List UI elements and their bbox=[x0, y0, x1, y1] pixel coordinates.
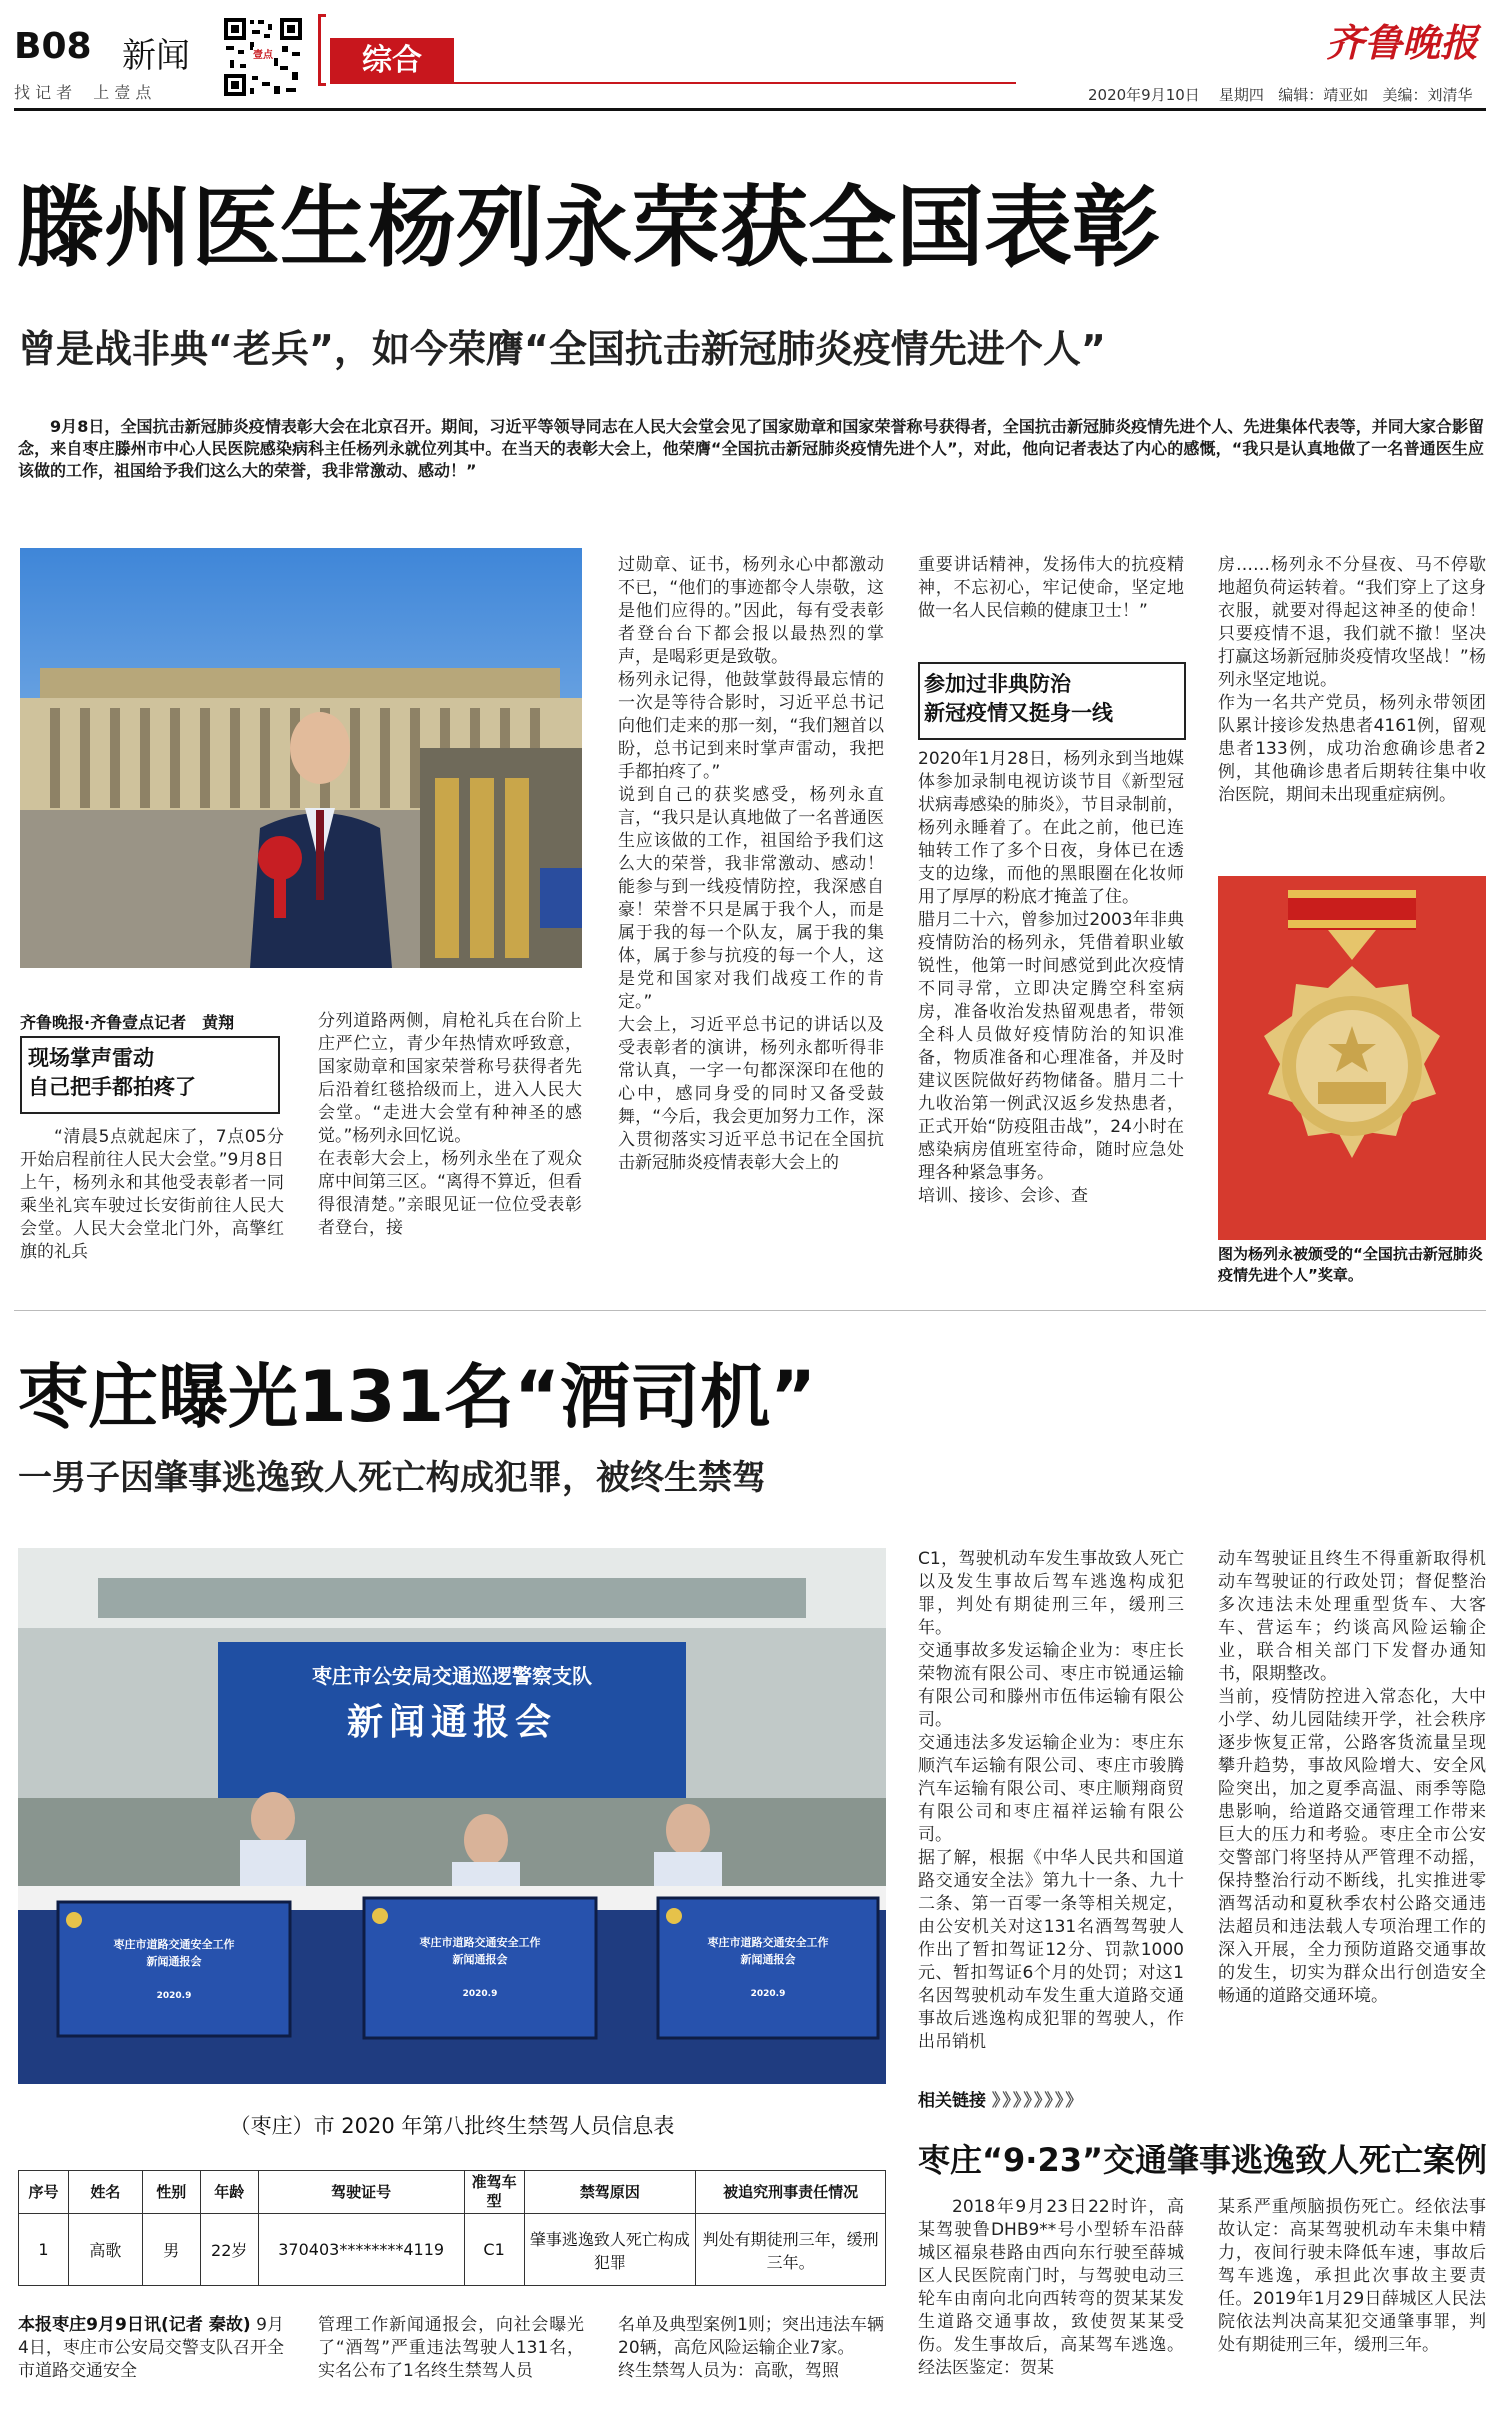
story1-subheadline: 曾是战非典“老兵”，如今荣膺“全国抗击新冠肺炎疫情先进个人” bbox=[18, 327, 1106, 371]
story2-dateline: 本报枣庄9月9日讯(记者 秦故) bbox=[18, 2315, 251, 2335]
th-criminal-liability: 被追究刑事责任情况 bbox=[696, 2171, 886, 2214]
issue-date: 2020年9月10日 bbox=[1088, 86, 1200, 104]
story2-subheadline: 一男子因肇事逃逸致人死亡构成犯罪，被终生禁驾 bbox=[18, 1458, 766, 1498]
case-title: 枣庄“9·23”交通肇事逃逸致人死亡案例 bbox=[918, 2141, 1488, 2179]
cell-vehicle-class: C1 bbox=[464, 2214, 524, 2286]
story2-headline: 枣庄曝光131名“酒司机” bbox=[18, 1356, 817, 1438]
story1-headline: 滕州医生杨列永荣获全国表彰 bbox=[16, 176, 1161, 279]
banner-line2: 新闻通报会 bbox=[346, 1702, 557, 1743]
cell-age: 22岁 bbox=[200, 2214, 258, 2286]
screen-3 bbox=[658, 1934, 878, 2003]
screen-3-text2: 新闻通报会 bbox=[740, 1953, 796, 1966]
masthead-line bbox=[454, 82, 1016, 84]
section-divider bbox=[14, 1310, 1486, 1311]
story2-col-c: 名单及典型案例1则；突出违法车辆20辆，高危风险运输企业7家。 终生禁驾人员为：高歌，驾照 bbox=[618, 2315, 884, 2381]
screen-1-text2: 新闻通报会 bbox=[146, 1955, 202, 1968]
th-gender: 性别 bbox=[142, 2171, 200, 2214]
th-license: 驾驶证号 bbox=[258, 2171, 464, 2214]
ban-table bbox=[18, 2170, 886, 2286]
screen-3-date: 2020.9 bbox=[750, 1989, 786, 1999]
story1-col4a: 重要讲话精神，发扬伟大的抗疫精神，不忘初心，牢记使命，坚定地做一名人民信赖的健康卫士！” bbox=[918, 555, 1184, 621]
related-link bbox=[918, 2086, 1084, 2111]
press-conference-photo bbox=[18, 1548, 886, 2084]
page-code: B08 bbox=[14, 26, 92, 67]
th-vehicle-class: 准驾车型 bbox=[464, 2171, 524, 2214]
story1-sub2-box: 参加过非典防治 新冠疫情又挺身一线 bbox=[918, 662, 1186, 740]
cell-criminal-liability: 判处有期徒刑三年，缓刑三年。 bbox=[696, 2214, 886, 2286]
story1-col3: 过勋章、证书，杨列永心中都激动不已，“他们的事迹都令人崇敬，这是他们应得的。”因此，每有受表彰者登台台下都会报以最热烈的掌声，是喝彩更是致敬。 杨列永记得，他鼓掌鼓得最忘情的一次是等待合影时，习近平总书记向他们走来的那一刻，“我们翘首以盼，总书记到来时掌声雷动，我把手都拍疼了。” 说到自己的获奖感受，杨列永直言，“我只是认真地做了一名普通医生应该做的工作，祖国给予我们这么大的荣誉，我非常激动、感动！能参与到一线疫情防控，我深感自豪！荣誉不只是属于我个人，而是属于我的每一个队友，属于我的集体，属于参与抗疫的每一个人，这是党和国家对我们战疫工作的肯定。” 大会上，习近平总书记的讲话以及受表彰者的演讲，杨列永都听得非常认真，一字一句都深深印在他的心中，感同身受的同时又备受鼓舞，“今后，我会更加努力工作，深入贯彻落实习近平总书记在全国抗击新冠肺炎疫情表彰大会上的 bbox=[618, 555, 884, 1173]
story2-col-b: 管理工作新闻通报会，向社会曝光了“酒驾”严重违法驾驶人131名，实名公布了1名终生禁驾人员 bbox=[318, 2315, 584, 2381]
masthead bbox=[0, 0, 1500, 120]
cell-index: 1 bbox=[19, 2214, 69, 2286]
qr-code-icon bbox=[222, 16, 304, 98]
cell-gender: 男 bbox=[142, 2214, 200, 2286]
screen-2 bbox=[364, 1934, 596, 2003]
section-name: 新闻 bbox=[122, 36, 190, 76]
column-tab-bracket bbox=[318, 14, 326, 86]
banner-line1: 枣庄市公安局交通巡逻警察支队 bbox=[312, 1664, 592, 1688]
issue-info bbox=[1088, 84, 1473, 105]
table-row bbox=[19, 2214, 886, 2286]
story1-col4b: 2020年1月28日，杨列永到当地媒体参加录制电视访谈节目《新型冠状病毒感染的肺炎》，节目录制前，杨列永睡着了。在此之前，他已连轴转工作了多个日夜，身体已在透支的边缘，而他的黑眼圈在化妆师用了厚厚的粉底才掩盖了住。 腊月二十六，曾参加过2003年非典疫情防治的杨列永，凭借着职业敏锐性，他第一时间感觉到此次疫情不同寻常，立即决定腾空科室病房，准备收治发热留观患者，带领全科人员做好疫情防治的知识准备，物质准备和心理准备，并及时建议医院做好药物储备。腊月二十九收治第一例武汉返乡发热患者，正式开始“防疫阻击战”，24小时在感染病房值班室待命，随时应急处理各种紧急事务。 培训、接诊、会诊、查 bbox=[918, 749, 1184, 1206]
screen-2-date: 2020.9 bbox=[462, 1989, 498, 1999]
related-link-label: 相关链接 bbox=[918, 2091, 986, 2111]
screen-2-text2: 新闻通报会 bbox=[452, 1953, 508, 1966]
screen-1-text1: 枣庄市道路交通安全工作 bbox=[113, 1938, 235, 1951]
story2-col-a bbox=[18, 2314, 284, 2406]
newspaper-logo: 齐鲁晚报 bbox=[1326, 20, 1479, 65]
screen-1-date: 2020.9 bbox=[156, 1991, 192, 2001]
screen-2-text1: 枣庄市道路交通安全工作 bbox=[419, 1936, 541, 1949]
masthead-rule bbox=[14, 108, 1486, 111]
story1-byline: 齐鲁晚报·齐鲁壹点记者 黄翔 bbox=[20, 1013, 235, 1032]
th-ban-reason: 禁驾原因 bbox=[524, 2171, 696, 2214]
slogan: 找 记 者 上 壹 点 bbox=[14, 83, 152, 102]
column-tab: 综合 bbox=[330, 38, 454, 84]
cell-license: 370403********4119 bbox=[258, 2214, 464, 2286]
story1-col1: “清晨5点就起床了，7点05分开始启程前往人民大会堂。”9月8日上午，杨列永和其他受表彰者一同乘坐礼宾车驶过长安街前往人民大会堂。人民大会堂北门外，高擎红旗的礼兵 bbox=[20, 1127, 284, 1262]
story1-col5: 房……杨列永不分昼夜、马不停歇地超负荷运转着。“我们穿上了这身衣服，就要对得起这神圣的使命！只要疫情不退，我们就不撤！坚决打赢这场新冠肺炎疫情攻坚战！”杨列永坚定地说。 作为一名共产党员，杨列永带领团队累计接诊发热患者4161例，留观患者133例，成功治愈确诊患者2例，其他确诊患者后期转往集中收治医院，期间未出现重症病例。 bbox=[1218, 555, 1486, 805]
story1-col2: 分列道路两侧，肩枪礼兵在台阶上庄严伫立，青少年热情欢呼致意，国家勋章和国家荣誉称号获得者先后沿着红毯拾级而上，进入人民大会堂。“走进大会堂有种神圣的感觉。”杨列永回忆说。 在表彰大会上，杨列永坐在了观众席中间第三区。“离得不算近，但看得很清楚。”亲眼见证一位位受表彰者登台，接 bbox=[318, 1011, 582, 1238]
case-col2: 某系严重颅脑损伤死亡。经依法事故认定：高某驾驶机动车未集中精力，夜间行驶未降低车速，事故后驾车逃逸，承担此次事故主要责任。2019年1月29日薛城区人民法院依法判决高某犯交通肇事罪，判处有期徒刑三年，缓刑三年。 bbox=[1218, 2197, 1486, 2355]
cell-ban-reason: 肇事逃逸致人死亡构成犯罪 bbox=[524, 2214, 696, 2286]
editor: 编辑：靖亚如 bbox=[1278, 86, 1369, 104]
issue-weekday: 星期四 bbox=[1218, 86, 1264, 104]
screen-3-text1: 枣庄市道路交通安全工作 bbox=[707, 1936, 829, 1949]
story1-sub1-box: 现场掌声雷动 自己把手都拍疼了 bbox=[20, 1036, 280, 1114]
medal-caption: 图为杨列永被颁受的“全国抗击新冠肺炎疫情先进个人”奖章。 bbox=[1218, 1245, 1483, 1284]
related-link-arrows: 》》》》》》》》 bbox=[991, 2091, 1085, 2111]
qr-label: 壹点 bbox=[253, 50, 273, 61]
designer: 美编：刘清华 bbox=[1382, 86, 1473, 104]
ban-table-title: （枣庄）市 2020 年第八批终生禁驾人员信息表 bbox=[229, 2114, 675, 2138]
th-index: 序号 bbox=[19, 2171, 69, 2214]
th-name: 姓名 bbox=[68, 2171, 142, 2214]
case-col1: 2018年9月23日22时许，高某驾驶鲁DHB9**号小型轿车沿薛城区福泉巷路由西向东行驶至薛城区人民医院南门时，与驾驶电动三轮车由南向北向西转弯的贺某某发生道路交通事故，致使贺某某受伤。发生事故后，高某驾车逃逸。经法医鉴定：贺某 bbox=[918, 2197, 1184, 2378]
story2-col6: C1，驾驶机动车发生事故致人死亡以及发生事故后驾车逃逸构成犯罪，判处有期徒刑三年，缓刑三年。 交通事故多发运输企业为：枣庄长荣物流有限公司、枣庄市锐通运输有限公司和滕州市伍伟运输有限公司。 交通违法多发运输企业为：枣庄东顺汽车运输有限公司、枣庄市骏腾汽车运输有限公司、枣庄顺翔商贸有限公司和枣庄福祥运输有限公司。 据了解，根据《中华人民共和国道路交通安全法》第九十一条、九十二条、第一百零一条等相关规定，由公安机关对这131名酒驾驾驶人作出了暂扣驾证12分、罚款1000元、暂扣驾证6个月的处罚；对这1名因驾驶机动车发生重大道路交通事故后逃逸构成犯罪的驾驶人，作出吊销机 bbox=[918, 1549, 1184, 2052]
story1-lead: 9月8日，全国抗击新冠肺炎疫情表彰大会在北京召开。期间，习近平等领导同志在人民大会堂会见了国家勋章和国家荣誉称号获得者，全国抗击新冠肺炎疫情先进个人、先进集体代表等，并同大家合影留念，来自枣庄滕州市中心人民医院感染病科主任杨列永就位列其中。在当天的表彰大会上，他荣膺“全国抗击新冠肺炎疫情先进个人”，对此，他向记者表达了内心的感慨，“我只是认真地做了一名普通医生应该做的工作，祖国给予我们这么大的荣誉，我非常激动、感动！” bbox=[18, 417, 1484, 480]
story2-col7: 动车驾驶证且终生不得重新取得机动车驾驶证的行政处罚；督促整治多次违法未处理重型货车、大客车、营运车；约谈高风险运输企业，联合相关部门下发督办通知书，限期整改。 当前，疫情防控进入常态化，大中小学、幼儿园陆续开学，社会秩序逐步恢复正常，公路客货流量呈现攀升趋势，事故风险增大、安全风险突出，加之夏季高温、雨季等隐患影响，给道路交通管理工作带来巨大的压力和考验。枣庄全市公安交警部门将坚持从严管理不动摇，保持整治行动不断线，扎实推进零酒驾活动和夏秋季农村公路交通违法超员和违法载人专项治理工作的深入开展，全力预防道路交通事故的发生，切实为群众出行创造安全畅通的道路交通环境。 bbox=[1218, 1549, 1486, 2006]
story2-body-a: 9月4日，枣庄市公安局交警支队召开全市道路交通安全 bbox=[18, 2315, 284, 2381]
screen-1 bbox=[58, 1936, 290, 2005]
cell-name: 高歌 bbox=[68, 2214, 142, 2286]
medal-photo bbox=[1218, 876, 1486, 1240]
th-age: 年龄 bbox=[200, 2171, 258, 2214]
great-hall-photo bbox=[20, 548, 582, 968]
